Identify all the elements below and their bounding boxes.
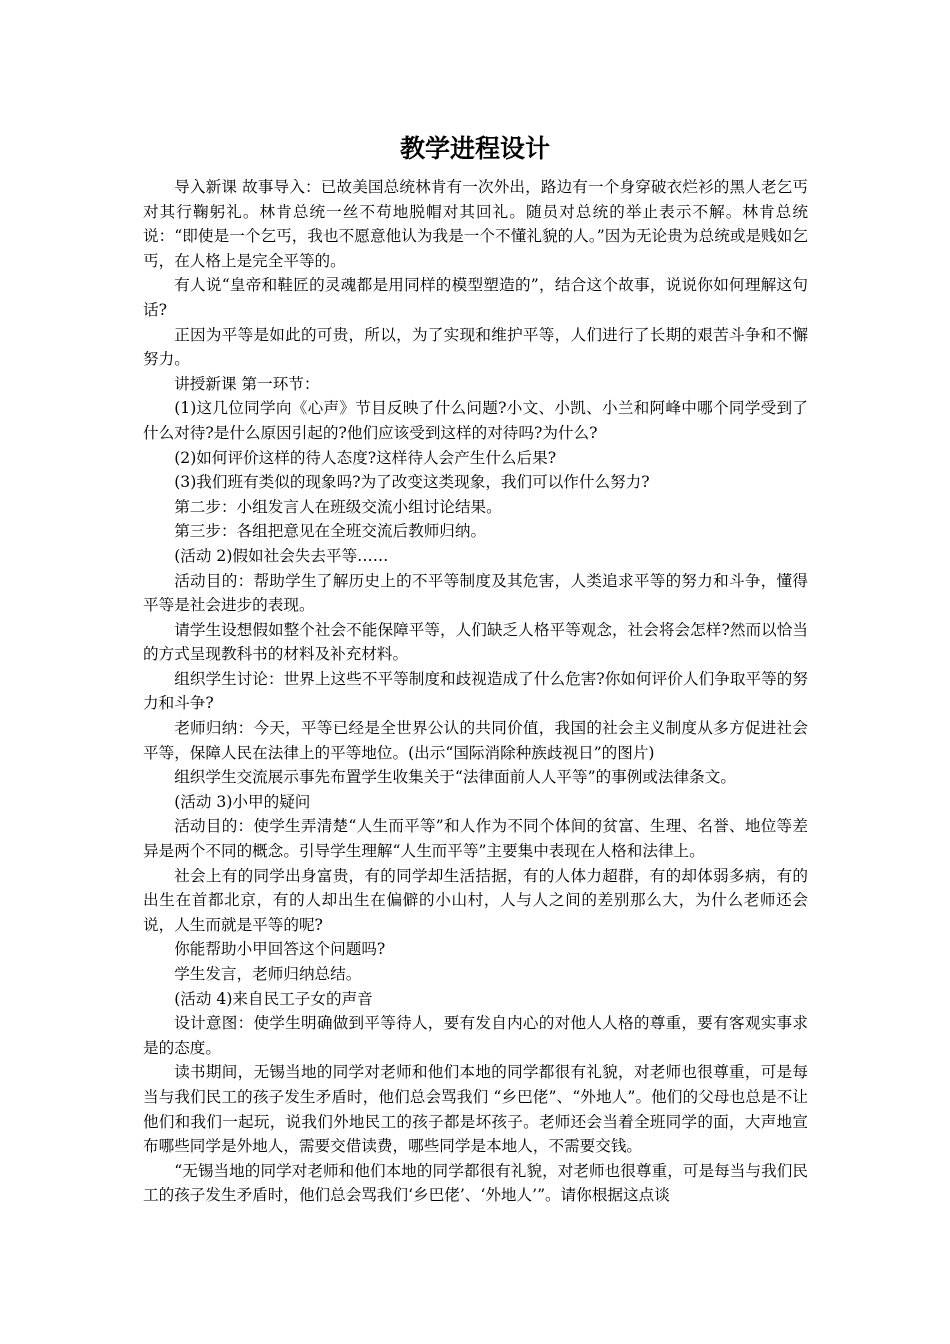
paragraph-exchange-law: 组织学生交流展示事先布置学生收集关于“法律面前人人平等”的事例或法律条文。 [174,768,736,787]
paragraph-step-3: 第三步：各组把意见在全班交流后教师归纳。 [174,522,487,541]
paragraph-question-1: (1)这几位同学向《心声》节目反映了什么问题?小文、小凯、小兰和阿峰中哪个同学受到了什么对待?是什么原因引起的?他们应该受到这样的对待吗?为什么? [143,399,808,442]
document-title: 教学进程设计 [399,134,550,163]
paragraph-activity-4: (活动 4)来自民工子女的声音 [174,989,373,1008]
paragraph-activity-2-imagine: 请学生设想假如整个社会不能保障平等，人们缺乏人格平等观念，社会将会怎样?然而以恰当的方式呈现教科书的材料及补充材料。 [143,620,808,664]
paragraph-activity-3-goal: 活动目的：使学生弄清楚“人生而平等”和人作为不同个体间的贫富、生理、名誉、地位等差异是两个不同的概念。引导学生理解“人生而平等”主要集中表现在人格和法律上。 [143,817,808,861]
paragraph-activity-3-society: 社会上有的同学出身富贵，有的同学却生活拮据，有的人体力超群，有的却体弱多病，有的出生在首都北京，有的人却出生在偏僻的小山村，人与人之间的差别那么大，为什么老师还会说，人生而就是平等的呢? [143,866,808,934]
paragraph-activity-4-story: 读书期间，无锡当地的同学对老师和他们本地的同学都很有礼貌，对老师也很尊重，可是每当与我们民工的孩子发生矛盾时，他们总会骂我们 “乡巴佬”、“外地人”。他们的父母也总是不让他们和我们一起玩，说我们外地民工的孩子都是坏孩子。老师还会当着全班同学的面，大声地宣布哪些同学是外地人，需要交借读费，哪些同学是本地人，不需要交钱。 [143,1063,808,1156]
paragraph-activity-4-intent: 设计意图：使学生明确做到平等待人，要有发自内心的对他人人格的尊重，要有客观实事求是的态度。 [143,1014,808,1057]
paragraph-intro-story: 导入新课 故事导入：已故美国总统林肯有一次外出，路边有一个身穿破衣烂衫的黑人老乞丐对其行鞠躬礼。林肯总统一丝不苟地脱帽对其回礼。随员对总统的举止表示不解。林肯总统说：“即使是一个乞丐，我也不愿意他认为我是一个不懂礼貌的人。”因为无论贵为总统或是贱如乞丐，在人格上是完全平等的。 [143,178,808,270]
document-body [143,175,808,1208]
paragraph-activity-3: (活动 3)小甲的疑问 [174,792,311,811]
paragraph-activity-2-discuss: 组织学生讨论：世界上这些不平等制度和歧视造成了什么危害?你如何评价人们争取平等的努力和斗争? [143,669,808,713]
paragraph-question-2: (2)如何评价这样的待人态度?这样待人会产生什么后果? [174,448,557,467]
paragraph-teacher-summary: 老师归纳：今天，平等已经是全世界公认的共同价值，我国的社会主义制度从多方促进社会平等，保障人民在法律上的平等地位。(出示“国际消除种族歧视日”的图片) [143,719,808,762]
paragraph-activity-3-summary: 学生发言，老师归纳总结。 [174,965,362,983]
paragraph-activity-2-goal: 活动目的：帮助学生了解历史上的不平等制度及其危害，人类追求平等的努力和斗争，懂得平等是社会进步的表现。 [143,571,808,615]
paragraph-question-3: (3)我们班有类似的现象吗?为了改变这类现象，我们可以作什么努力? [174,473,650,492]
paragraph-question-emperor: 有人说“皇帝和鞋匠的灵魂都是用同样的模型塑造的”，结合这个故事，说说你如何理解这句话? [143,276,808,319]
paragraph-activity-4-quote: “无锡当地的同学对老师和他们本地的同学都很有礼貌，对老师也很尊重，可是每当与我们民工的孩子发生矛盾时，他们总会骂我们‘乡巴佬’、‘外地人’”。请你根据这点谈 [143,1161,808,1205]
paragraph-step-2: 第二步：小组发言人在班级交流小组讨论结果。 [174,497,502,516]
paragraph-equality-struggle: 正因为平等是如此的可贵，所以，为了实现和维护平等，人们进行了长期的艰苦斗争和不懈努力。 [143,325,808,369]
paragraph-activity-3-help: 你能帮助小甲回答这个问题吗? [174,940,386,959]
paragraph-new-lesson: 讲授新课 第一环节： [174,374,320,393]
paragraph-activity-2: (活动 2)假如社会失去平等…… [174,546,389,565]
